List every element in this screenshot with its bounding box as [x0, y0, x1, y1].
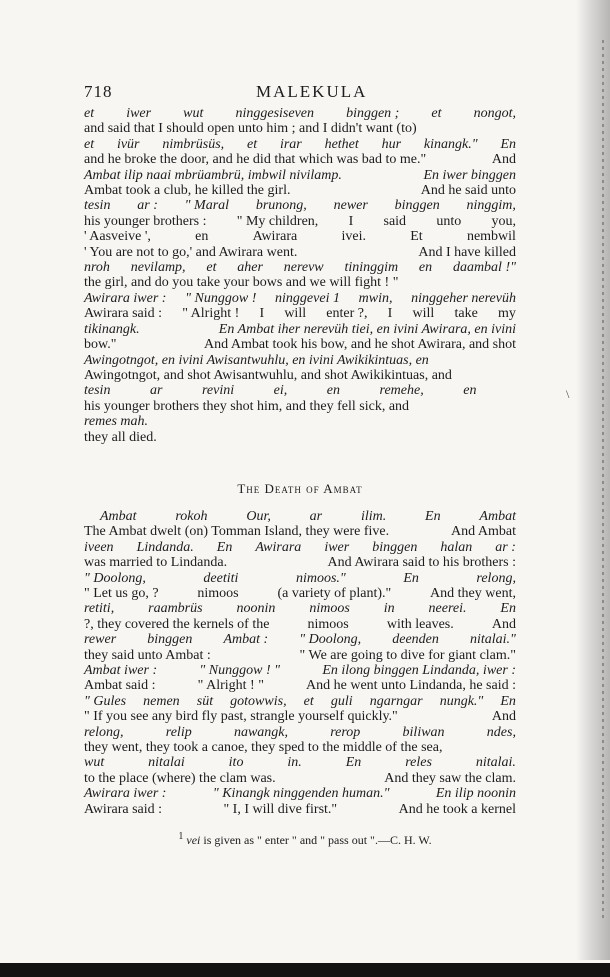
text-word: ar: [149, 383, 163, 399]
text-word: relong,: [476, 570, 516, 586]
text-line: [84, 678, 516, 693]
text-word: en: [418, 260, 433, 276]
text-word: et: [84, 136, 95, 152]
text-word: gotowwis,: [230, 693, 287, 709]
text-line: [84, 601, 516, 616]
text-line: [84, 524, 516, 539]
text-word: his younger brothers they shot him, and they fell sick, and: [84, 398, 410, 414]
text-word: Ambat: [100, 508, 137, 524]
text-word: Ambat: [479, 508, 516, 524]
text-word: binggen ;: [346, 106, 400, 121]
text-line: [84, 617, 516, 632]
text-word: nongot,: [473, 106, 516, 121]
text-word: en: [195, 229, 209, 245]
text-word: Awirara iwer :: [84, 786, 167, 802]
text-word: relong,: [84, 724, 124, 740]
text-line: [84, 229, 516, 244]
text-word: I: [348, 213, 354, 229]
text-word: And Awirara said to his brothers :: [327, 555, 516, 571]
page-number: 718: [84, 82, 113, 101]
text-word: guli: [330, 693, 353, 709]
text-line: [84, 322, 516, 337]
text-word: rokoh: [175, 508, 208, 524]
book-page: [84, 82, 516, 848]
text-word: wut: [84, 755, 105, 771]
text-word: " Nunggow ! ": [199, 663, 281, 678]
text-line: [84, 571, 516, 586]
text-word: En ilip noonin: [435, 786, 516, 802]
text-word: retiti,: [84, 601, 115, 617]
text-word: binggen: [147, 632, 193, 648]
text-word: " Doolong,: [299, 632, 362, 648]
text-word: En Ambat iher nerevüh tiei, en ivini Awirara, en ivini: [218, 321, 516, 337]
text-word: Awirara said :: [84, 801, 163, 817]
text-word: in.: [287, 755, 302, 771]
text-line: [84, 353, 516, 368]
text-word: et: [247, 136, 258, 152]
text-word: et: [431, 106, 442, 121]
text-word: And Ambat: [451, 524, 516, 540]
text-word: tesin: [84, 383, 111, 399]
text-word: Our,: [246, 508, 271, 524]
text-word: said: [383, 213, 407, 229]
text-line: [84, 291, 516, 306]
text-word: " Maral: [184, 198, 230, 214]
text-word: unto: [436, 213, 462, 229]
text-line: [84, 152, 516, 167]
text-word: Awingotngot, en ivini Awisantwuhlu, en ivini Awikikintuas, en: [84, 352, 429, 368]
text-line: [84, 540, 516, 555]
text-word: " I, I will dive first.": [223, 801, 338, 817]
text-word: rerop: [330, 724, 361, 740]
text-word: And he said unto: [420, 183, 516, 199]
text-line: [84, 383, 516, 398]
text-word: süt: [196, 693, 214, 709]
text-block-bottom: [84, 509, 516, 817]
text-word: with leaves.: [386, 616, 454, 632]
text-word: En: [500, 136, 516, 152]
text-word: Ambat ilip naai mbrüambrü, imbwil nivilamp.: [84, 167, 342, 183]
text-word: ninggesiseven: [235, 106, 314, 121]
footnote-text: is given as " enter " and " pass out ".—C. H. W.: [203, 833, 432, 848]
text-line: [84, 198, 516, 213]
scan-bottom-bar: [0, 963, 610, 977]
text-word: ninggeher nerevüh: [411, 290, 516, 306]
text-word: halan: [440, 539, 473, 555]
text-word: En: [500, 693, 516, 709]
text-word: (a variety of plant).": [277, 585, 392, 601]
running-head: MALEKULA: [256, 82, 368, 101]
text-word: ivei.: [341, 229, 366, 245]
text-word: Awingotngot, and shot Awisantwuhlu, and shot Awikikintuas, and: [84, 367, 452, 383]
text-word: biliwan: [402, 724, 445, 740]
text-word: ngarngar: [369, 693, 423, 709]
text-word: neerei.: [428, 601, 467, 617]
text-word: they went, they took a canoe, they sped to the middle of the sea,: [84, 740, 443, 756]
text-word: Awirara: [252, 229, 298, 245]
text-word: brunong,: [255, 198, 307, 214]
text-word: " Gules: [84, 693, 127, 709]
text-word: And he took a kernel: [398, 801, 516, 817]
text-word: newer: [333, 198, 368, 214]
text-line: [84, 137, 516, 152]
text-line: [84, 306, 516, 321]
text-word: hethet: [324, 136, 359, 152]
text-word: deetiti: [203, 570, 239, 586]
text-word: ar :: [495, 539, 516, 555]
text-word: Ambat :: [223, 632, 269, 648]
text-word: " If you see any bird fly past, strangle yourself quickly.": [84, 709, 398, 725]
footnote-term: vei: [186, 833, 201, 848]
text-word: will: [284, 306, 307, 322]
text-word: nimoos: [307, 616, 349, 632]
text-line: [84, 555, 516, 570]
text-line: [84, 245, 516, 260]
text-word: ' You are not to go,' and Awirara went.: [84, 244, 298, 260]
text-word: Awirara: [255, 539, 302, 555]
text-word: " Doolong,: [84, 570, 146, 586]
text-word: En: [345, 755, 362, 771]
text-word: they all died.: [84, 429, 157, 445]
text-line: [84, 586, 516, 601]
text-word: The Ambat dwelt (on) Tomman Island, they were five.: [84, 524, 390, 540]
text-word: And Ambat took his bow, and he shot Awirara, and shot: [204, 337, 516, 353]
text-word: " My children,: [236, 213, 319, 229]
text-word: noonin: [236, 601, 276, 617]
text-word: nembwil: [466, 229, 516, 245]
text-word: " Kinangk ninggenden human.": [212, 786, 390, 802]
text-line: [84, 275, 516, 290]
text-line: [84, 802, 516, 817]
text-word: ilim.: [360, 508, 387, 524]
text-word: nimoos: [309, 601, 350, 617]
text-word: his younger brothers :: [84, 213, 207, 229]
text-line: [84, 509, 516, 524]
text-word: my: [498, 306, 516, 322]
text-word: nimbrüsüs,: [162, 136, 225, 152]
text-word: iveen: [84, 539, 114, 555]
text-word: the girl, and do you take your bows and we will fight ! ": [84, 275, 399, 291]
text-line: [84, 337, 516, 352]
text-line: [84, 740, 516, 755]
text-line: [84, 183, 516, 198]
text-word: En: [425, 508, 441, 524]
text-word: nungk.": [439, 693, 484, 709]
text-word: " Alright ! ": [197, 678, 264, 694]
text-line: [84, 663, 516, 678]
text-line: [84, 709, 516, 724]
text-word: remes mah.: [84, 414, 149, 430]
text-word: Ambat took a club, he killed the girl.: [84, 183, 291, 199]
text-word: irar: [279, 136, 302, 152]
text-line: [84, 430, 516, 445]
text-word: and he broke the door, and he did that which was bad to me.": [84, 152, 427, 168]
text-word: et: [84, 106, 95, 121]
text-word: ar :: [137, 198, 158, 214]
text-word: En: [216, 539, 233, 555]
text-word: Et: [410, 229, 423, 245]
text-word: wut: [183, 106, 204, 121]
text-word: take: [454, 306, 478, 322]
text-word: deenden: [392, 632, 439, 648]
section-title: The Death of Ambat: [237, 480, 363, 496]
text-word: ninggim,: [466, 198, 516, 214]
text-word: en: [326, 383, 340, 399]
text-word: And: [491, 709, 516, 725]
text-word: Awirara said :: [84, 306, 163, 322]
text-word: ndes,: [486, 724, 516, 740]
text-word: nimoos.": [295, 570, 346, 586]
text-word: relip: [165, 724, 192, 740]
text-word: bow.": [84, 337, 117, 353]
scan-binding-edge: [576, 0, 610, 960]
text-word: En: [500, 601, 516, 617]
text-word: binggen: [394, 198, 440, 214]
text-word: nitalai.": [470, 632, 516, 648]
text-word: And they went,: [430, 585, 516, 601]
text-word: raambrüs: [148, 601, 203, 617]
text-word: rewer: [84, 632, 117, 648]
text-word: ito: [228, 755, 244, 771]
text-word: daambal !": [452, 260, 516, 276]
text-word: And they saw the clam.: [384, 770, 516, 786]
text-line: [84, 121, 516, 136]
text-word: En: [403, 570, 419, 586]
text-word: And I have killed: [418, 244, 516, 260]
text-word: I: [259, 306, 265, 322]
text-word: Awirara iwer :: [84, 290, 167, 306]
text-word: nroh: [84, 260, 110, 276]
text-word: iwer: [126, 106, 152, 121]
text-word: they said unto Ambat :: [84, 647, 211, 663]
text-word: And: [491, 616, 516, 632]
text-word: will: [412, 306, 435, 322]
text-word: hur: [381, 136, 402, 152]
text-line: [84, 725, 516, 740]
text-word: Ambat iwer :: [84, 663, 158, 678]
text-word: reles: [405, 755, 432, 771]
text-line: [84, 368, 516, 383]
text-word: to the place (where) the clam was.: [84, 770, 276, 786]
page-header: [84, 82, 516, 106]
text-word: En iwer binggen: [423, 167, 516, 183]
text-word: iwer: [324, 539, 350, 555]
text-word: ei,: [273, 383, 288, 399]
text-word: nimoos: [197, 585, 239, 601]
text-word: et: [303, 693, 314, 709]
text-word: ?, they covered the kernels of the: [84, 616, 270, 632]
text-line: [84, 632, 516, 647]
text-word: enter ?,: [326, 306, 368, 322]
text-line: [84, 648, 516, 663]
text-line: [84, 755, 516, 770]
text-word: binggen: [372, 539, 418, 555]
text-word: ivür: [116, 136, 140, 152]
text-word: nemen: [143, 693, 180, 709]
text-word: ar: [309, 508, 323, 524]
margin-mark: \: [566, 387, 570, 401]
text-word: en: [463, 383, 477, 399]
text-word: tikinangk.: [84, 321, 140, 337]
text-word: And: [491, 152, 516, 168]
text-word: ' Aasveive ',: [84, 229, 151, 245]
text-word: remehe,: [379, 383, 424, 399]
text-line: [84, 414, 516, 429]
text-line: [84, 214, 516, 229]
text-word: " We are going to dive for giant clam.": [299, 647, 516, 663]
text-word: tesin: [84, 198, 111, 214]
text-word: nitalai: [148, 755, 185, 771]
text-line: [84, 771, 516, 786]
text-word: revini: [201, 383, 235, 399]
text-word: ninggevei 1: [275, 290, 340, 306]
text-word: Ambat said :: [84, 678, 156, 694]
text-word: mwin,: [358, 290, 393, 306]
text-word: and said that I should open unto him ; and I didn't want (to): [84, 121, 417, 137]
text-word: Lindanda.: [136, 539, 194, 555]
text-word: was married to Lindanda.: [84, 555, 228, 571]
text-word: kinangk.": [423, 136, 478, 152]
text-line: [84, 786, 516, 801]
text-word: En ilong binggen Lindanda, iwer :: [322, 663, 516, 678]
text-word: in: [383, 601, 395, 617]
text-word: you,: [491, 213, 516, 229]
text-word: " Alright !: [182, 306, 240, 322]
text-word: nitalai.: [475, 755, 516, 771]
text-word: " Nunggow !: [185, 290, 257, 306]
text-word: nawangk,: [233, 724, 288, 740]
text-line: [84, 168, 516, 183]
text-word: And he went unto Lindanda, he said :: [306, 678, 516, 694]
text-word: I: [387, 306, 393, 322]
text-line: [84, 399, 516, 414]
text-word: " Let us go, ?: [84, 585, 159, 601]
text-word: et: [206, 260, 217, 276]
text-line: [84, 106, 516, 121]
text-line: [84, 694, 516, 709]
footnote-mark: 1: [178, 831, 184, 843]
text-line: [84, 260, 516, 275]
text-word: nevilamp,: [130, 260, 186, 276]
footnote: [84, 831, 516, 848]
text-word: aher: [237, 260, 263, 276]
text-block-top: [84, 106, 516, 445]
text-word: nerevw: [283, 260, 324, 276]
text-word: tininggim: [344, 260, 399, 276]
